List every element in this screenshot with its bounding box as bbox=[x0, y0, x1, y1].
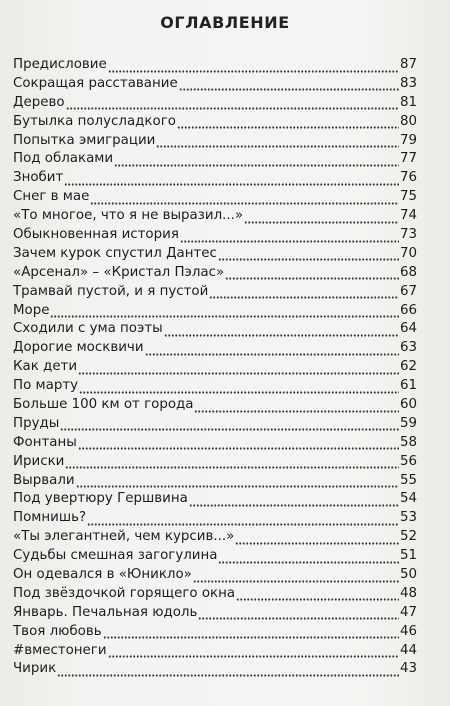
toc-entry-page-number: 55 bbox=[399, 472, 417, 488]
toc-entry bbox=[13, 585, 417, 604]
toc-entry-page-number: 74 bbox=[399, 208, 417, 224]
toc-entry-title: Январь. Печальная юдоль bbox=[13, 604, 198, 620]
toc-entry bbox=[13, 377, 417, 396]
toc-entry bbox=[13, 207, 417, 226]
dot-leader bbox=[198, 604, 399, 623]
toc-entry-title: Обыкновенная история bbox=[13, 227, 179, 242]
toc-entry bbox=[13, 358, 417, 377]
toc-entry bbox=[13, 642, 417, 661]
dot-leader bbox=[79, 377, 399, 396]
toc-entry-page-number: 70 bbox=[399, 245, 417, 261]
dot-leader bbox=[156, 132, 399, 151]
toc-entry-title: Знобит bbox=[13, 170, 64, 186]
toc-entry bbox=[13, 604, 417, 623]
dot-leader bbox=[78, 358, 399, 377]
dot-leader bbox=[218, 245, 399, 264]
toc-entry-title: Твоя любовь bbox=[13, 623, 102, 639]
toc-entry-title: «То многое, что я не выразил...» bbox=[13, 208, 244, 224]
toc-entry-title: Больше 100 км от города bbox=[13, 397, 194, 413]
dot-leader bbox=[189, 490, 399, 509]
toc-entry-title: Попытка эмиграции bbox=[13, 132, 156, 148]
dot-leader bbox=[180, 226, 399, 245]
toc-entry-title: Ириски bbox=[13, 453, 65, 469]
toc-entry-page-number: 58 bbox=[399, 434, 417, 450]
dot-leader bbox=[76, 472, 399, 491]
dot-leader bbox=[50, 302, 398, 321]
toc-entry bbox=[13, 472, 417, 491]
dot-leader bbox=[209, 283, 399, 302]
toc-entry bbox=[13, 302, 417, 321]
toc-entry-page-number: 76 bbox=[399, 170, 417, 186]
dot-leader bbox=[78, 434, 399, 453]
toc-entry-page-number: 46 bbox=[399, 623, 417, 639]
toc-entry-title: Помнишь? bbox=[13, 510, 87, 526]
toc-entry-title: «Ты элегантней, чем курсив...» bbox=[13, 529, 235, 545]
toc-entry bbox=[13, 188, 417, 207]
toc-entry bbox=[13, 75, 417, 94]
dot-leader bbox=[193, 566, 399, 585]
toc-entry-title: «Арсенал» – «Кристал Пэлас» bbox=[13, 264, 225, 280]
dot-leader bbox=[103, 623, 399, 642]
toc-entry-page-number: 56 bbox=[399, 453, 417, 469]
dot-leader bbox=[235, 528, 399, 547]
toc-entry-title: Дерево bbox=[13, 94, 65, 110]
toc-entry-title: Чирик bbox=[13, 661, 57, 677]
toc-entry-page-number: 73 bbox=[399, 227, 417, 242]
toc-entry-title: Море bbox=[13, 302, 50, 318]
toc-entry-title: Пруды bbox=[13, 415, 60, 431]
dot-leader bbox=[66, 94, 399, 113]
dot-leader bbox=[87, 509, 399, 528]
toc-entry bbox=[13, 226, 417, 245]
toc-entry bbox=[13, 566, 417, 585]
toc-entry-page-number: 44 bbox=[399, 642, 417, 658]
dot-leader bbox=[64, 169, 399, 188]
dot-leader bbox=[57, 661, 399, 680]
toc-entry-title: Как дети bbox=[13, 359, 78, 375]
toc-entry-page-number: 81 bbox=[399, 94, 417, 110]
toc-entry-page-number: 53 bbox=[399, 510, 417, 526]
toc-entry-page-number: 54 bbox=[399, 491, 417, 507]
toc-entry bbox=[13, 56, 417, 75]
dot-leader bbox=[65, 453, 399, 472]
toc-entry-title: Фонтаны bbox=[13, 434, 77, 450]
toc-entry-page-number: 50 bbox=[399, 567, 417, 583]
dot-leader bbox=[114, 150, 399, 169]
toc-entry bbox=[13, 264, 417, 283]
toc-entry-title: Сокращая расставание bbox=[13, 75, 178, 91]
dot-leader bbox=[225, 264, 399, 283]
toc-entry bbox=[13, 509, 417, 528]
toc-entry-page-number: 43 bbox=[399, 661, 417, 677]
toc-entry bbox=[13, 283, 417, 302]
dot-leader bbox=[218, 547, 398, 566]
toc-entry-title: По марту bbox=[13, 378, 79, 394]
toc-entry bbox=[13, 320, 417, 339]
toc-entry bbox=[13, 661, 417, 680]
toc-entry bbox=[13, 434, 417, 453]
dot-leader bbox=[108, 56, 399, 75]
dot-leader bbox=[60, 415, 399, 434]
toc-entry bbox=[13, 245, 417, 264]
toc-entry-title: Дорогие москвичи bbox=[13, 340, 144, 356]
toc-entry-title: Предисловие bbox=[13, 56, 107, 72]
toc-entry-title: Вырвали bbox=[13, 472, 75, 488]
dot-leader bbox=[90, 188, 399, 207]
toc-entry-page-number: 77 bbox=[399, 151, 417, 167]
toc-entry bbox=[13, 132, 417, 151]
toc-entry bbox=[13, 339, 417, 358]
toc-entry-title: Судьбы смешная загогулина bbox=[13, 548, 218, 564]
table-of-contents bbox=[13, 56, 417, 679]
toc-entry-title: Трамвай пустой, и я пустой bbox=[13, 283, 209, 299]
toc-entry-page-number: 51 bbox=[399, 548, 417, 564]
toc-entry-page-number: 61 bbox=[399, 378, 417, 394]
toc-entry-title: Бутылка полусладкого bbox=[13, 113, 176, 129]
dot-leader bbox=[177, 113, 399, 132]
toc-entry-page-number: 64 bbox=[399, 321, 417, 337]
dot-leader bbox=[179, 75, 399, 94]
dot-leader bbox=[108, 642, 399, 661]
toc-entry-page-number: 47 bbox=[399, 604, 417, 620]
toc-entry-title: Под облаками bbox=[13, 151, 114, 167]
toc-entry-page-number: 80 bbox=[399, 113, 417, 129]
toc-entry-page-number: 68 bbox=[399, 264, 417, 280]
dot-leader bbox=[194, 396, 398, 415]
dot-leader bbox=[236, 585, 399, 604]
toc-entry-page-number: 83 bbox=[399, 75, 417, 91]
toc-entry-page-number: 62 bbox=[399, 359, 417, 375]
dot-leader bbox=[244, 207, 399, 226]
toc-entry bbox=[13, 396, 417, 415]
toc-entry bbox=[13, 150, 417, 169]
toc-entry bbox=[13, 415, 417, 434]
toc-entry-page-number: 79 bbox=[399, 132, 417, 148]
toc-entry-title: #вместонеги bbox=[13, 642, 107, 658]
toc-entry-page-number: 52 bbox=[399, 529, 417, 545]
toc-entry-title: Зачем курок спустил Дантес bbox=[13, 245, 217, 261]
toc-entry-title: Сходили с ума поэты bbox=[13, 321, 163, 337]
toc-entry-page-number: 87 bbox=[399, 56, 417, 72]
toc-entry bbox=[13, 623, 417, 642]
toc-entry bbox=[13, 113, 417, 132]
toc-entry bbox=[13, 169, 417, 188]
toc-entry-title: Он одевался в «Юникло» bbox=[13, 567, 192, 583]
toc-entry-page-number: 59 bbox=[399, 415, 417, 431]
toc-entry-page-number: 63 bbox=[399, 340, 417, 356]
toc-entry-page-number: 48 bbox=[399, 585, 417, 601]
toc-entry bbox=[13, 453, 417, 472]
toc-entry bbox=[13, 547, 417, 566]
toc-entry-title: Под звёздочкой горящего окна bbox=[13, 585, 236, 601]
toc-entry bbox=[13, 528, 417, 547]
dot-leader bbox=[164, 320, 399, 339]
toc-entry-page-number: 67 bbox=[399, 283, 417, 299]
toc-entry-page-number: 60 bbox=[399, 397, 417, 413]
toc-entry-page-number: 66 bbox=[399, 302, 417, 318]
toc-entry-title: Под увертюру Гершвина bbox=[13, 491, 188, 507]
toc-entry-page-number: 75 bbox=[399, 189, 417, 205]
dot-leader bbox=[145, 339, 399, 358]
toc-entry bbox=[13, 94, 417, 113]
page-title: ОГЛАВЛЕНИЕ bbox=[160, 13, 290, 32]
toc-entry bbox=[13, 490, 417, 509]
toc-entry-title: Снег в мае bbox=[13, 189, 90, 205]
